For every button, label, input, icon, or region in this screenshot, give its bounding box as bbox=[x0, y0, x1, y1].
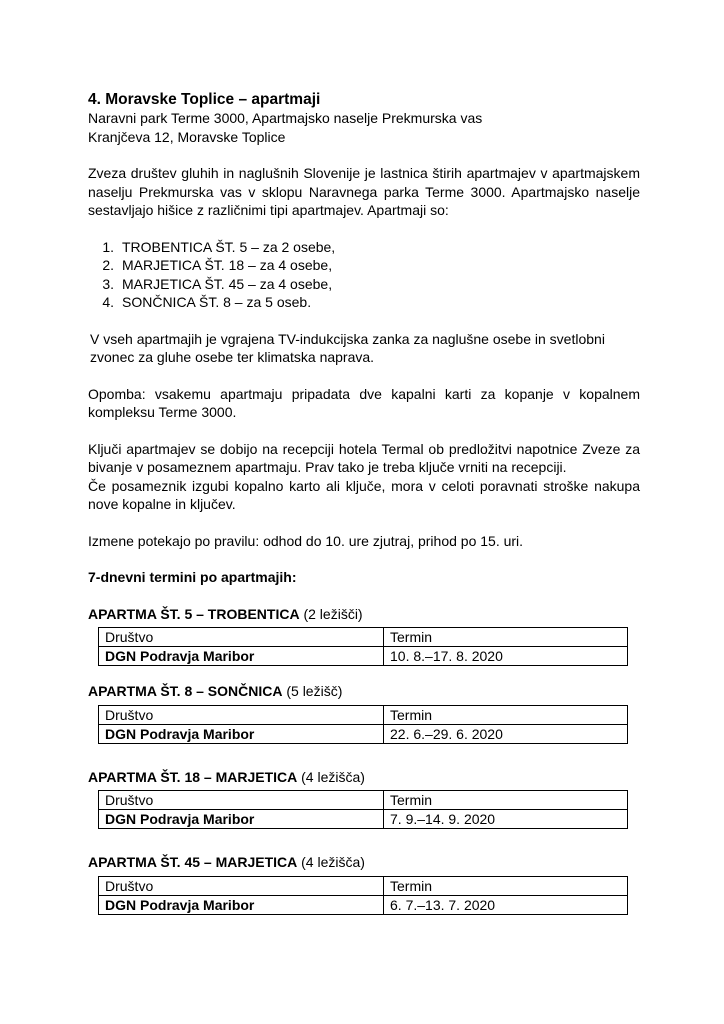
terms-heading: 7-dnevni termini po apartmajih: bbox=[88, 569, 297, 585]
apartment-title-bold: APARTMA ŠT. 45 – MARJETICA bbox=[88, 854, 298, 870]
apartment-title bbox=[88, 853, 640, 872]
document-content bbox=[88, 90, 640, 915]
header-cell-society: Društvo bbox=[99, 791, 384, 810]
address-line-1: Naravni park Terme 3000, Apartmajsko naselje Prekmurska vas bbox=[88, 110, 483, 126]
apartments-list bbox=[88, 238, 640, 312]
list-text: MARJETICA ŠT. 45 – za 4 osebe, bbox=[122, 275, 333, 292]
section-heading: 4. Moravske Toplice – apartmaji bbox=[88, 91, 321, 108]
list-item bbox=[88, 293, 640, 312]
table-row bbox=[99, 810, 628, 829]
header-cell-term: Termin bbox=[384, 705, 628, 724]
society-cell: DGN Podravja Maribor bbox=[99, 895, 384, 914]
list-number: 3. bbox=[102, 275, 114, 292]
list-text: SONČNICA ŠT. 8 – za 5 oseb. bbox=[122, 294, 312, 310]
list-text: MARJETICA ŠT. 18 – za 4 osebe, bbox=[122, 257, 333, 273]
loss-paragraph: Če posameznik izgubi kopalno karto ali ključe, mora v celoti poravnati stroške nakupa nove kopalne in ključev. bbox=[88, 477, 640, 512]
table-header-row bbox=[99, 876, 628, 895]
apartment-title-beds: (4 ležišča) bbox=[297, 768, 365, 785]
schedule-table bbox=[98, 705, 628, 744]
schedule-table bbox=[98, 790, 628, 829]
apartment-title-bold: APARTMA ŠT. 5 – TROBENTICA bbox=[88, 605, 300, 622]
table-header-row bbox=[99, 628, 628, 647]
list-number: 1. bbox=[102, 238, 114, 255]
list-item bbox=[88, 256, 640, 275]
apartment-title-bold: APARTMA ŠT. 8 – SONČNICA bbox=[88, 683, 283, 699]
apartment-title bbox=[88, 682, 640, 701]
header-cell-society: Društvo bbox=[99, 705, 384, 724]
table-row bbox=[99, 895, 628, 914]
table-header-row bbox=[99, 705, 628, 724]
address-line-2: Kranjčeva 12, Moravske Toplice bbox=[88, 128, 286, 145]
term-cell: 7. 9.–14. 9. 2020 bbox=[384, 810, 628, 829]
list-item bbox=[88, 238, 640, 257]
apartment-title-beds: (4 ležišča) bbox=[297, 854, 365, 870]
term-cell: 6. 7.–13. 7. 2020 bbox=[384, 895, 628, 914]
note-paragraph: Opomba: vsakemu apartmaju pripadata dve kapalni karti za kopanje v kopalnem kompleksu Terme 3000. bbox=[88, 385, 640, 420]
schedule-table bbox=[98, 876, 628, 915]
table-header-row bbox=[99, 791, 628, 810]
apartment-title-beds: (5 ležišč) bbox=[282, 683, 343, 699]
apartment-title bbox=[88, 605, 640, 624]
apartment-title bbox=[88, 768, 640, 787]
list-text: TROBENTICA ŠT. 5 – za 2 osebe, bbox=[122, 238, 336, 255]
apartment-title-bold: APARTMA ŠT. 18 – MARJETICA bbox=[88, 768, 298, 785]
society-cell: DGN Podravja Maribor bbox=[99, 724, 384, 743]
term-cell: 22. 6.–29. 6. 2020 bbox=[384, 724, 628, 743]
header-cell-term: Termin bbox=[384, 628, 628, 647]
list-item bbox=[88, 275, 640, 294]
apartment-title-beds: (2 ležišči) bbox=[299, 605, 363, 622]
term-cell: 10. 8.–17. 8. 2020 bbox=[384, 647, 628, 666]
table-row bbox=[99, 724, 628, 743]
list-number: 4. bbox=[102, 294, 114, 310]
header-cell-society: Društvo bbox=[99, 628, 384, 647]
list-number: 2. bbox=[102, 257, 114, 273]
intro-paragraph: Zveza društev gluhih in naglušnih Slovenije je lastnica štirih apartmajev v apartmajskem naselju Prekmurska vas v sklopu Naravnega parka Terme 3000. Apartmajsko naselje sestavljajo hišice z različnimi tipi apartmajev. Apartmaji so: bbox=[88, 165, 640, 218]
keys-paragraph: Ključi apartmajev se dobijo na recepciji hotela Termal ob predložitvi napotnice Zveze za bivanje v posameznem apartmaju. Prav tako je treba ključe vrniti na recepciji. bbox=[88, 440, 640, 475]
table-row bbox=[99, 647, 628, 666]
header-cell-term: Termin bbox=[384, 876, 628, 895]
header-cell-term: Termin bbox=[384, 791, 628, 810]
schedule-table bbox=[98, 627, 628, 666]
society-cell: DGN Podravja Maribor bbox=[99, 647, 384, 666]
changes-paragraph: Izmene potekajo po pravilu: odhod do 10. ure zjutraj, prihod po 15. uri. bbox=[88, 532, 524, 549]
header-cell-society: Društvo bbox=[99, 876, 384, 895]
equipment-paragraph: V vseh apartmajih je vgrajena TV-indukcijska zanka za naglušne osebe in svetlobni zvonec za gluhe osebe ter klimatska naprava. bbox=[90, 330, 605, 365]
society-cell: DGN Podravja Maribor bbox=[99, 810, 384, 829]
